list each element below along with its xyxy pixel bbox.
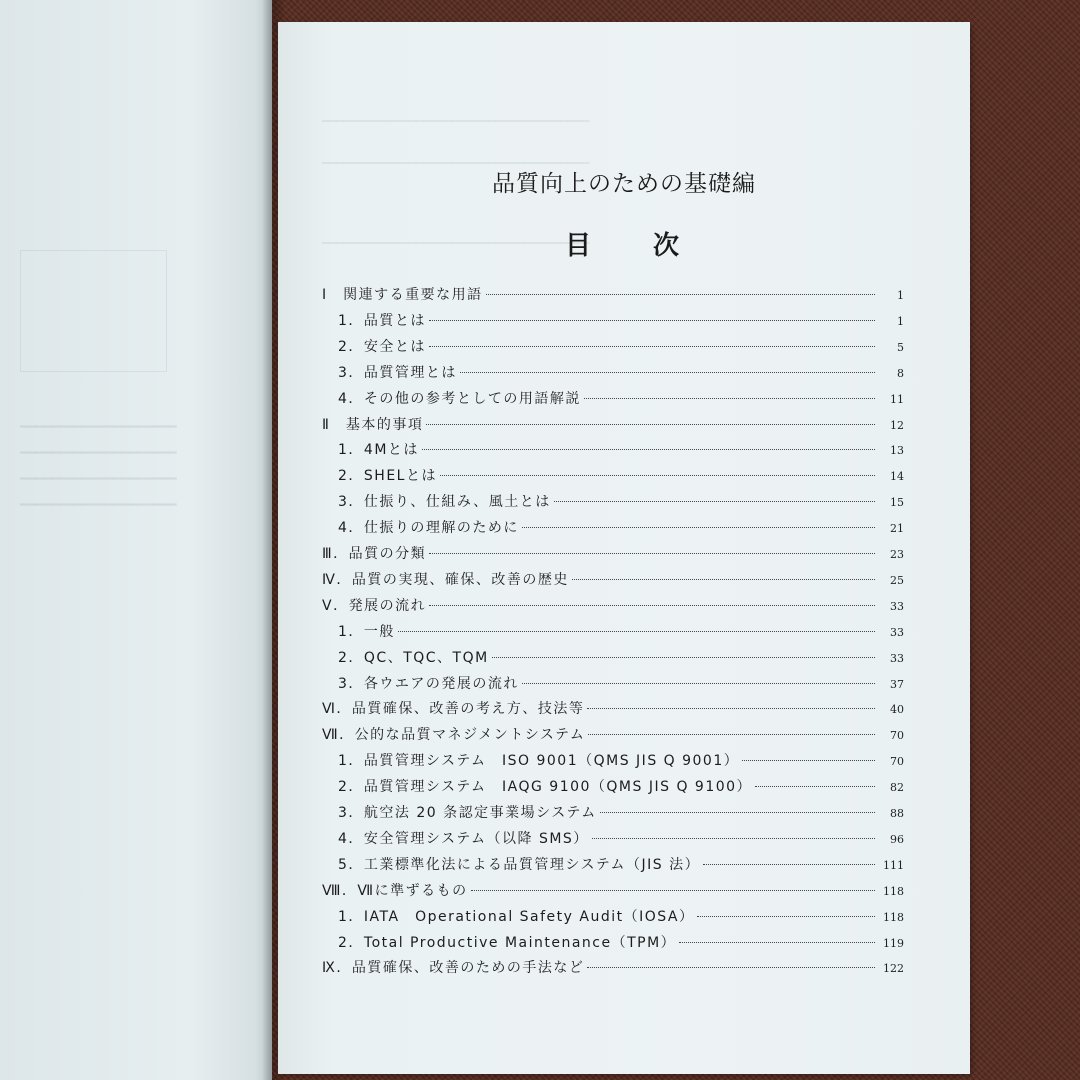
toc-entry-page: 70 — [890, 755, 904, 769]
bleed-through-text: ━━━━━━━━━━━━━━━━━━━━ — [20, 472, 177, 487]
toc-entry-page: 40 — [890, 703, 904, 717]
left-page — [0, 0, 272, 1080]
toc-leader-dots — [697, 916, 875, 917]
bleed-through-text: ━━━━━━━━━━━━━━━━━━━━━━━━━━━━━━━━━━━━━ — [322, 156, 590, 170]
toc-entry-page: 11 — [890, 392, 904, 406]
toc-entry — [338, 802, 904, 826]
toc-entry-page: 12 — [890, 418, 904, 432]
toc-entry-label: Ⅲ．品質の分類 — [322, 546, 427, 562]
toc-leader-dots — [588, 734, 875, 735]
toc-entry-page: 1 — [897, 314, 904, 328]
toc-entry — [338, 465, 904, 489]
bleed-through-text: ━━━━━━━━━━━━━━━━━━━━━━━━━━━━━━━━━━━━━ — [322, 236, 590, 250]
toc-entry-page: 13 — [890, 444, 904, 458]
toc-entry-label: 1．一般 — [338, 623, 395, 640]
toc-entry-label: 2．安全とは — [338, 338, 426, 355]
toc-leader-dots — [440, 475, 875, 476]
toc-entry-label: 1．品質とは — [338, 312, 426, 329]
toc-leader-dots — [587, 967, 875, 968]
toc-entry — [322, 414, 904, 438]
toc-entry — [322, 724, 904, 748]
toc-entry — [338, 828, 904, 852]
toc-entry-page: 23 — [890, 548, 904, 561]
toc-entry-page: 88 — [890, 807, 904, 820]
toc-leader-dots — [679, 942, 875, 943]
toc-entry-label: 3．航空法 20 条認定事業場システム — [338, 805, 597, 821]
toc-entry — [338, 673, 904, 697]
toc-leader-dots — [584, 398, 875, 399]
toc-entry-page: 37 — [890, 677, 904, 691]
toc-leader-dots — [429, 346, 875, 347]
toc-leader-dots — [426, 424, 875, 425]
toc-leader-dots — [587, 708, 875, 709]
bleed-through-text: ━━━━━━━━━━━━━━━━━━━━━━━━━━━━━━━━━━━━━ — [322, 114, 590, 128]
toc-entry-label: 2．品質管理システム IAQG 9100（QMS JIS Q 9100） — [338, 779, 753, 796]
toc-entry-label: 2．Total Productive Maintenance（TPM） — [338, 934, 677, 951]
toc-leader-dots — [522, 527, 875, 528]
toc-entry-page: 122 — [883, 962, 904, 976]
toc-entry-label: 3．各ウエアの発展の流れ — [338, 675, 519, 692]
toc-entry — [322, 284, 904, 308]
toc-entry-label: 2．QC、TQC、TQM — [338, 649, 489, 666]
toc-entry-page: 33 — [890, 625, 904, 639]
toc-leader-dots — [429, 605, 875, 606]
toc-leader-dots — [492, 657, 875, 658]
toc-entry-label: Ⅰ 関連する重要な用語 — [322, 287, 483, 303]
toc-leader-dots — [398, 631, 875, 632]
toc-entry-label: 1．品質管理システム ISO 9001（QMS JIS Q 9001） — [338, 753, 740, 770]
toc-leader-dots — [600, 812, 875, 813]
toc-entry-label: 4．仕振りの理解のために — [338, 520, 519, 537]
toc-leader-dots — [429, 320, 875, 321]
book-title: 品質向上のための基礎編 — [492, 171, 756, 197]
toc-entry-page: 70 — [890, 729, 904, 743]
toc-entry — [338, 336, 904, 360]
toc-entry-label: Ⅷ．Ⅶに準ずるもの — [322, 882, 468, 899]
toc-entry-page: 96 — [890, 832, 904, 846]
toc-entry-page: 82 — [890, 781, 904, 795]
bleed-through-text: ━━━━━━━━━━━━━━━━━━━━ — [20, 420, 177, 435]
toc-entry-page: 1 — [897, 289, 904, 302]
toc-leader-dots — [486, 294, 875, 295]
toc-entry — [338, 362, 904, 386]
toc-entry-page: 118 — [883, 910, 904, 924]
toc-entry — [322, 698, 904, 722]
toc-entry-page: 14 — [890, 470, 904, 484]
toc-entry — [338, 854, 904, 878]
toc-leader-dots — [471, 890, 875, 891]
toc-entry — [338, 906, 904, 930]
toc-entry — [338, 621, 904, 645]
right-page — [278, 22, 970, 1074]
toc-entry — [322, 543, 904, 567]
toc-entry-page: 33 — [890, 651, 904, 665]
bleed-through-text: ━━━━━━━━━━━━━━━━━━━━ — [20, 446, 177, 461]
toc-entry-page: 119 — [883, 936, 904, 950]
toc-leader-dots — [703, 864, 875, 865]
toc-entry-label: 2．SHELとは — [338, 468, 437, 485]
toc-entry-label: 5．工業標準化法による品質管理システム（JIS 法） — [338, 856, 701, 873]
toc-entry-label: Ⅱ 基本的事項 — [322, 416, 424, 433]
toc-leader-dots — [755, 786, 875, 787]
toc-entry-label: 3．仕振り、仕組み、風土とは — [338, 494, 551, 511]
toc-entry-page: 21 — [890, 522, 904, 536]
toc-entry — [338, 776, 904, 800]
toc-entry-page: 15 — [890, 496, 904, 510]
toc-entry-page: 25 — [890, 573, 904, 587]
toc-leader-dots — [460, 372, 875, 373]
toc-leader-dots — [592, 838, 875, 839]
toc-entry-page: 8 — [897, 366, 904, 380]
toc-entry-label: 3．品質管理とは — [338, 364, 457, 381]
toc-entry — [338, 750, 904, 774]
toc-entry — [338, 439, 904, 463]
toc-entry-page: 111 — [883, 858, 904, 872]
toc-entry-label: Ⅸ．品質確保、改善のための手法など — [322, 960, 585, 977]
toc-entry — [338, 388, 904, 412]
toc-entry — [338, 932, 904, 956]
toc-leader-dots — [742, 760, 875, 761]
toc-entry-page: 5 — [897, 340, 904, 354]
toc-entry — [338, 647, 904, 671]
toc-entry — [322, 957, 904, 981]
toc-leader-dots — [422, 449, 875, 450]
toc-entry-label: 4．安全管理システム（以降 SMS） — [338, 830, 589, 847]
toc-entry — [322, 880, 904, 904]
toc-entry-label: Ⅳ．品質の実現、確保、改善の歴史 — [322, 571, 569, 588]
bleed-through-text: ━━━━━━━━━━━━━━━━━━━━ — [20, 498, 177, 513]
toc-entry-label: Ⅵ．品質確保、改善の考え方、技法等 — [322, 701, 585, 718]
toc-entry — [338, 310, 904, 334]
toc-entry — [322, 569, 904, 593]
toc-entry-label: Ⅶ．公的な品質マネジメントシステム — [322, 727, 586, 744]
toc-entry-label: 4．その他の参考としての用語解説 — [338, 390, 581, 407]
toc-leader-dots — [522, 683, 875, 684]
toc-entry-page: 33 — [890, 599, 904, 613]
toc-leader-dots — [554, 501, 875, 502]
toc-entry-page: 118 — [883, 884, 904, 898]
toc-entry-label: 1．IATA Operational Safety Audit（IOSA） — [338, 908, 695, 925]
toc-entry — [338, 491, 904, 515]
toc-heading: 目次 — [564, 231, 741, 261]
toc-entry — [338, 517, 904, 541]
toc-leader-dots — [429, 553, 875, 554]
toc-entry-label: 1．4Mとは — [338, 442, 419, 459]
bleed-through-box — [20, 250, 167, 372]
table-of-contents — [278, 22, 970, 1074]
toc-entry-label: Ⅴ．発展の流れ — [322, 597, 427, 614]
toc-leader-dots — [572, 579, 875, 580]
toc-entry — [322, 595, 904, 619]
